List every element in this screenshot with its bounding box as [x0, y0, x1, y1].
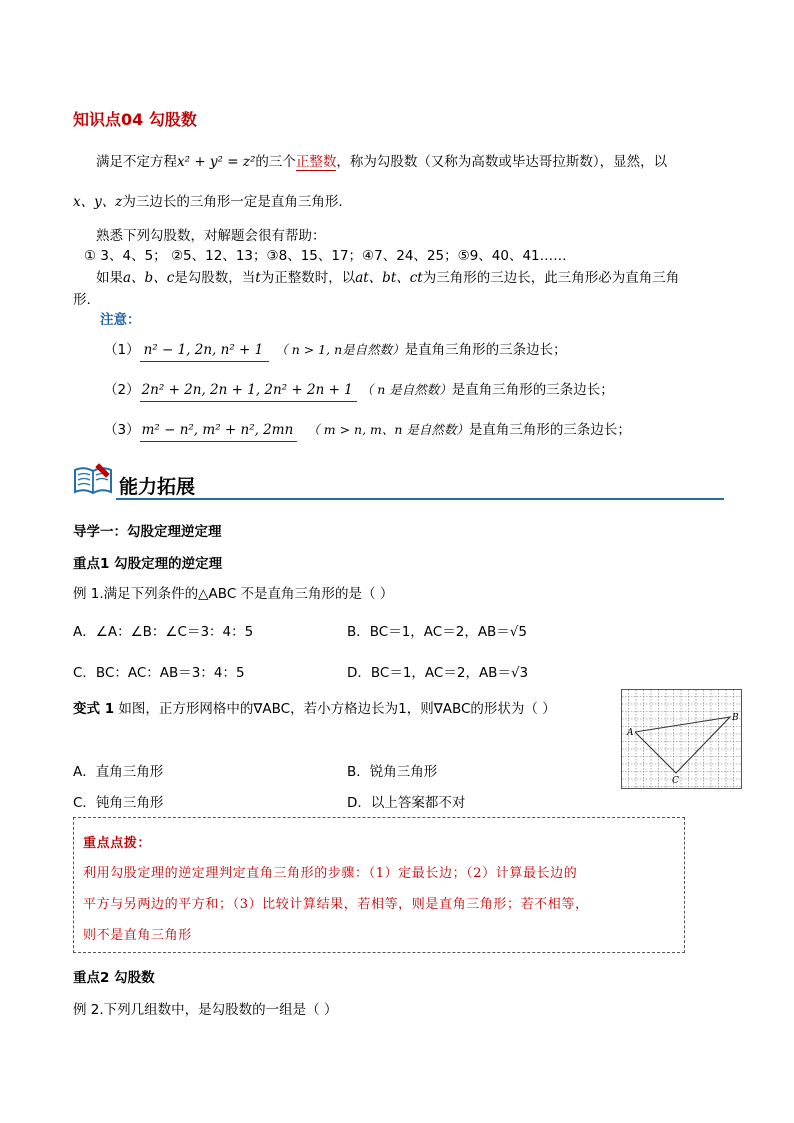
grid-figure — [621, 689, 742, 789]
note-1-num: （1） — [104, 342, 140, 358]
intro-highlight: 正整数 — [295, 154, 337, 170]
scale-p2: 是勾股数，当 — [174, 270, 256, 286]
book-icon — [72, 462, 114, 498]
tip-line-1: 利用勾股定理的逆定理判定直角三角形的步骤：（1）定最长边；（2）计算最长边的 — [83, 866, 578, 881]
note-2-text: 是直角三角形的三条边长； — [451, 382, 614, 398]
ex1-option-c: C．BC：AC：AB＝3：4：5 — [73, 665, 245, 681]
note-3-formula: m² − n², m² + n², 2mn — [140, 422, 298, 442]
variant-1-label: 变式 1 — [73, 701, 115, 717]
scale-var-t: t — [255, 270, 261, 286]
note-1-formula: n² − 1, 2n, n² + 1 — [140, 342, 270, 362]
scale-line-1 — [96, 266, 679, 286]
ex1-option-a: A．∠A：∠B：∠C＝3：4：5 — [73, 624, 254, 640]
note-2-formula: 2n² + 2n, 2n + 1, 2n² + 2n + 1 — [140, 382, 357, 402]
scale-p3: 为正整数时，以 — [260, 270, 356, 286]
intro-equation: x² + y² = z² — [177, 154, 256, 170]
note-1 — [104, 338, 567, 362]
scale-vars2: at、bt、ct — [355, 270, 423, 286]
section-divider — [116, 498, 724, 500]
var1-option-d: D．以上答案都不对 — [347, 795, 466, 811]
variant-1 — [73, 697, 556, 717]
intro-line-1 — [96, 150, 667, 170]
point-c-label: C — [672, 776, 679, 786]
key1-title: 重点1 勾股定理的逆定理 — [73, 556, 223, 572]
note-3-cond: （ m > n, m、n 是自然数） — [307, 422, 469, 437]
intro-line2-text: 为三边长的三角形一定是直角三角形. — [122, 194, 343, 210]
note-2-num: （2） — [104, 382, 140, 398]
example-2: 例 2.下列几组数中，是勾股数的一组是（ ） — [73, 1002, 338, 1018]
intro-line-2 — [73, 190, 343, 210]
note-label: 注意： — [100, 312, 141, 328]
key2-title: 重点2 勾股数 — [73, 970, 155, 986]
note-3 — [104, 418, 631, 442]
scale-line-2: 形. — [73, 292, 91, 308]
intro-mid: 的三个 — [255, 154, 296, 170]
ex1-option-b: B．BC＝1，AC＝2，AB＝√5 — [347, 624, 528, 640]
tip-box — [73, 817, 685, 953]
variant-1-text: 如图，正方形网格中的∇ABC，若小方格边长为1，则∇ABC的形状为（ ） — [118, 701, 556, 717]
point-a-label: A — [627, 728, 634, 738]
tip-title: 重点点拨： — [83, 836, 152, 851]
familiar-text: 熟悉下列勾股数，对解题会很有帮助： — [96, 228, 326, 244]
tip-line-3: 则不是直角三角形 — [83, 928, 192, 943]
scale-p4: 为三角形的三边长，此三角形必为直角三角 — [422, 270, 680, 286]
note-1-text: 是直角三角形的三条边长； — [404, 342, 567, 358]
note-3-num: （3） — [104, 422, 140, 438]
tip-line-2: 平方与另两边的平方和；（3）比较计算结果，若相等，则是直角三角形；若不相等， — [83, 897, 589, 912]
note-3-text: 是直角三角形的三条边长； — [468, 422, 631, 438]
note-1-cond: （ n > 1, n是自然数） — [275, 342, 405, 357]
section-title: 能力拓展 — [119, 476, 196, 498]
ex1-option-d: D．BC＝1，AC＝2，AB＝√3 — [347, 665, 529, 681]
point-b-label: B — [732, 713, 739, 723]
knowledge-point-title: 知识点04 勾股数 — [73, 110, 197, 129]
scale-p1: 如果 — [96, 270, 123, 286]
example-1: 例 1.满足下列条件的△ABC 不是直角三角形的是（ ） — [73, 586, 394, 602]
note-2 — [104, 378, 614, 402]
var1-option-b: B．锐角三角形 — [347, 764, 438, 780]
guide-title: 导学一：勾股定理逆定理 — [73, 524, 222, 540]
intro-vars: x、y、z — [73, 194, 123, 210]
note-2-cond: （ n 是自然数） — [360, 382, 452, 397]
intro-suffix: ，称为勾股数（又称为高数或毕达哥拉斯数），显然，以 — [336, 154, 668, 170]
scale-vars1: a、b、c — [123, 270, 175, 286]
var1-option-c: C．钝角三角形 — [73, 795, 164, 811]
var1-option-a: A．直角三角形 — [73, 764, 164, 780]
intro-prefix: 满足不定方程 — [96, 154, 177, 170]
pythagorean-list: ① 3、4、5； ②5、12、13；③8、15、17；④7、24、25；⑤9、40、41…… — [84, 248, 567, 264]
